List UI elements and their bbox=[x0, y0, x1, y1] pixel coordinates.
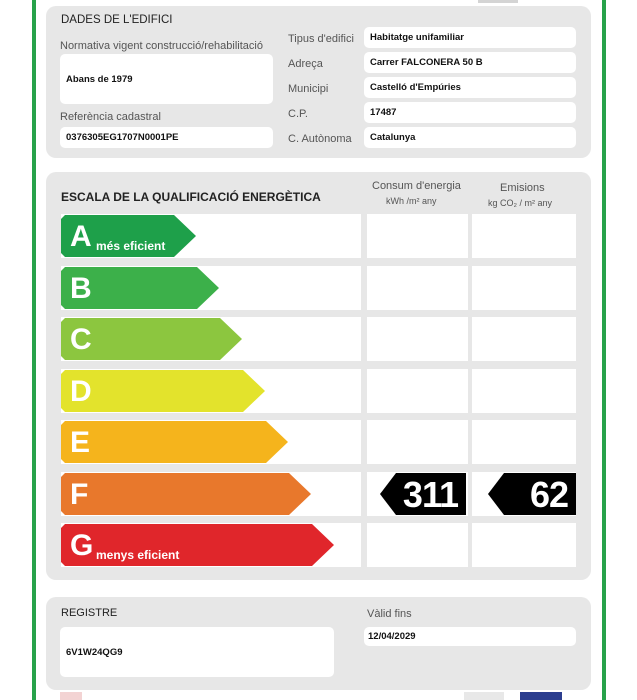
regulation-value: Abans de 1979 bbox=[66, 74, 133, 85]
emissions-cell-e bbox=[472, 420, 576, 464]
type-value: Habitatge unifamiliar bbox=[370, 32, 464, 43]
postal-label: C.P. bbox=[288, 108, 308, 120]
energy-band-description: menys eficient bbox=[96, 548, 180, 562]
energy-band-c bbox=[61, 318, 242, 362]
cadastral-field bbox=[60, 127, 273, 148]
consumption-cell-g bbox=[367, 523, 468, 567]
energy-band-description: més eficient bbox=[96, 239, 166, 253]
energy-band-letter: G bbox=[70, 529, 93, 562]
valid-until-label: Vàlid fins bbox=[367, 608, 412, 620]
consumption-cell-a bbox=[367, 214, 468, 258]
consumption-cell-e bbox=[367, 420, 468, 464]
energy-band-shape-d bbox=[61, 370, 265, 412]
postal-value: 17487 bbox=[370, 107, 397, 118]
registry-field bbox=[60, 627, 334, 677]
type-field bbox=[364, 27, 576, 48]
consumption-cell-d bbox=[367, 369, 468, 413]
consumption-header: Consum d'energia bbox=[372, 180, 461, 192]
regulation-label: Normativa vigent construcció/rehabilitació bbox=[60, 40, 263, 52]
energy-band-g bbox=[61, 524, 334, 568]
top-decoration bbox=[478, 0, 518, 3]
cadastral-value: 0376305EG1707N0001PE bbox=[66, 132, 179, 143]
address-value: Carrer FALCONERA 50 B bbox=[370, 57, 483, 68]
region-field bbox=[364, 127, 576, 148]
energy-band-letter: F bbox=[70, 477, 88, 511]
energy-band-e bbox=[61, 421, 288, 465]
emissions-unit: kg CO₂ / m² any bbox=[488, 198, 553, 208]
consumption-cell-c bbox=[367, 317, 468, 361]
emissions-marker bbox=[488, 473, 576, 515]
regulation-field bbox=[60, 54, 273, 104]
scale-title: ESCALA DE LA QUALIFICACIÓ ENERGÈTICA bbox=[61, 190, 321, 204]
energy-band-shape-f bbox=[61, 473, 311, 515]
address-field bbox=[364, 52, 576, 73]
energy-band-letter: C bbox=[70, 323, 91, 356]
consumption-marker bbox=[380, 473, 466, 515]
energy-band-a bbox=[61, 215, 196, 259]
consumption-marker-value: 311 bbox=[402, 473, 458, 515]
region-value: Catalunya bbox=[370, 132, 416, 143]
building-data-panel bbox=[46, 6, 591, 158]
cadastral-label: Referència cadastral bbox=[60, 111, 161, 123]
energy-band-b bbox=[61, 267, 219, 311]
type-label: Tipus d'edifici bbox=[288, 33, 354, 45]
emissions-cell-c bbox=[472, 317, 576, 361]
energy-band-letter: D bbox=[70, 374, 91, 408]
emissions-cell-a bbox=[472, 214, 576, 258]
municipality-field bbox=[364, 77, 576, 98]
energy-band-shape-e bbox=[61, 421, 288, 463]
region-label: C. Autònoma bbox=[288, 133, 352, 145]
footer-logo-middle bbox=[464, 692, 504, 700]
emissions-cell-b bbox=[472, 266, 576, 310]
registry-panel bbox=[46, 597, 591, 690]
registry-label: REGISTRE bbox=[61, 607, 118, 619]
emissions-cell-g bbox=[472, 523, 576, 567]
energy-band-d bbox=[61, 370, 265, 414]
consumption-cell-b bbox=[367, 266, 468, 310]
energy-scale-panel bbox=[46, 172, 591, 580]
energy-band-f bbox=[61, 473, 311, 517]
building-section-title: DADES DE L'EDIFICI bbox=[61, 14, 173, 26]
emissions-header: Emisions bbox=[500, 182, 545, 194]
address-label: Adreça bbox=[288, 58, 323, 70]
valid-until-value: 12/04/2029 bbox=[368, 631, 416, 642]
footer-logo-right bbox=[520, 692, 562, 700]
municipality-value: Castelló d'Empúries bbox=[370, 82, 461, 93]
consumption-unit: kWh /m² any bbox=[386, 196, 437, 206]
energy-band-letter: B bbox=[70, 271, 91, 305]
footer-logo-left bbox=[60, 692, 82, 700]
emissions-marker-value: 62 bbox=[529, 473, 568, 515]
registry-value: 6V1W24QG9 bbox=[66, 647, 123, 658]
energy-band-letter: E bbox=[70, 426, 90, 459]
municipality-label: Municipi bbox=[288, 83, 329, 95]
valid-until-field bbox=[364, 627, 576, 646]
energy-band-letter: A bbox=[70, 220, 91, 253]
postal-field bbox=[364, 102, 576, 123]
emissions-cell-d bbox=[472, 369, 576, 413]
